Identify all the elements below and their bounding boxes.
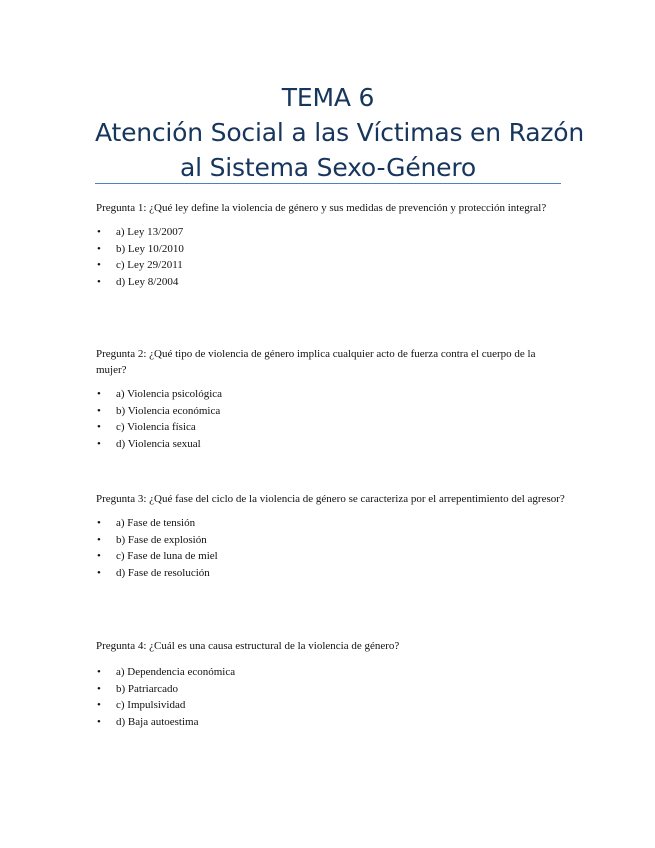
bullet-icon: • xyxy=(97,566,101,579)
question-4-option-c: • c) Impulsividad xyxy=(96,697,566,714)
question-1-text: Pregunta 1: ¿Qué ley define la violencia de género y sus medidas de prevención y protección integral? xyxy=(96,202,547,214)
question-3-option-b: • b) Fase de explosión xyxy=(96,532,566,549)
bullet-icon: • xyxy=(97,437,101,450)
question-3-text: Pregunta 3: ¿Qué fase del ciclo de la violencia de género se caracteriza por el arrepentimiento del agresor? xyxy=(96,493,565,505)
document-title xyxy=(95,80,585,185)
question-4-option-a: • a) Dependencia económica xyxy=(96,664,566,681)
question-2-option-d: • d) Violencia sexual xyxy=(96,436,566,453)
bullet-icon: • xyxy=(97,517,101,529)
question-1-options xyxy=(96,224,566,290)
question-4 xyxy=(96,638,566,730)
question-4-text: Pregunta 4: ¿Cuál es una causa estructural de la violencia de género? xyxy=(96,640,400,652)
question-4-option-b: • b) Patriarcado xyxy=(96,681,566,698)
question-2-option-c: • c) Violencia física xyxy=(96,419,566,436)
question-2-options xyxy=(96,386,566,452)
bullet-icon: • xyxy=(97,666,101,678)
title-line-2: Atención Social a las Víctimas en Razón xyxy=(95,118,585,147)
bullet-icon: • xyxy=(97,226,101,238)
bullet-icon: • xyxy=(97,533,101,546)
question-3-option-c: • c) Fase de luna de miel xyxy=(96,548,566,565)
bullet-icon: • xyxy=(97,715,101,728)
question-1-option-a: • a) Ley 13/2007 xyxy=(96,224,566,241)
bullet-icon: • xyxy=(97,699,101,711)
question-2-option-a: • a) Violencia psicológica xyxy=(96,386,566,403)
bullet-icon: • xyxy=(97,682,101,695)
question-3-option-a: • a) Fase de tensión xyxy=(96,515,566,532)
bullet-icon: • xyxy=(97,275,101,288)
title-line-1: TEMA 6 xyxy=(281,83,375,112)
question-4-options xyxy=(96,664,566,730)
bullet-icon: • xyxy=(97,242,101,255)
title-underline xyxy=(95,183,561,184)
question-1-option-d: • d) Ley 8/2004 xyxy=(96,274,566,291)
question-2 xyxy=(96,346,566,452)
bullet-icon: • xyxy=(97,388,101,400)
bullet-icon: • xyxy=(97,550,101,562)
question-2-text: Pregunta 2: ¿Qué tipo de violencia de género implica cualquier acto de fuerza contra el cuerpo de la mujer? xyxy=(96,348,536,376)
question-3 xyxy=(96,491,566,581)
question-3-options xyxy=(96,515,566,581)
bullet-icon: • xyxy=(97,421,101,433)
bullet-icon: • xyxy=(97,404,101,417)
question-1-option-c: • c) Ley 29/2011 xyxy=(96,257,566,274)
question-1 xyxy=(96,200,566,290)
question-1-option-b: • b) Ley 10/2010 xyxy=(96,241,566,258)
bullet-icon: • xyxy=(97,259,101,271)
question-3-option-d: • d) Fase de resolución xyxy=(96,565,566,582)
title-line-3: al Sistema Sexo-Género xyxy=(180,153,476,182)
question-2-option-b: • b) Violencia económica xyxy=(96,403,566,420)
question-4-option-d: • d) Baja autoestima xyxy=(96,714,566,731)
